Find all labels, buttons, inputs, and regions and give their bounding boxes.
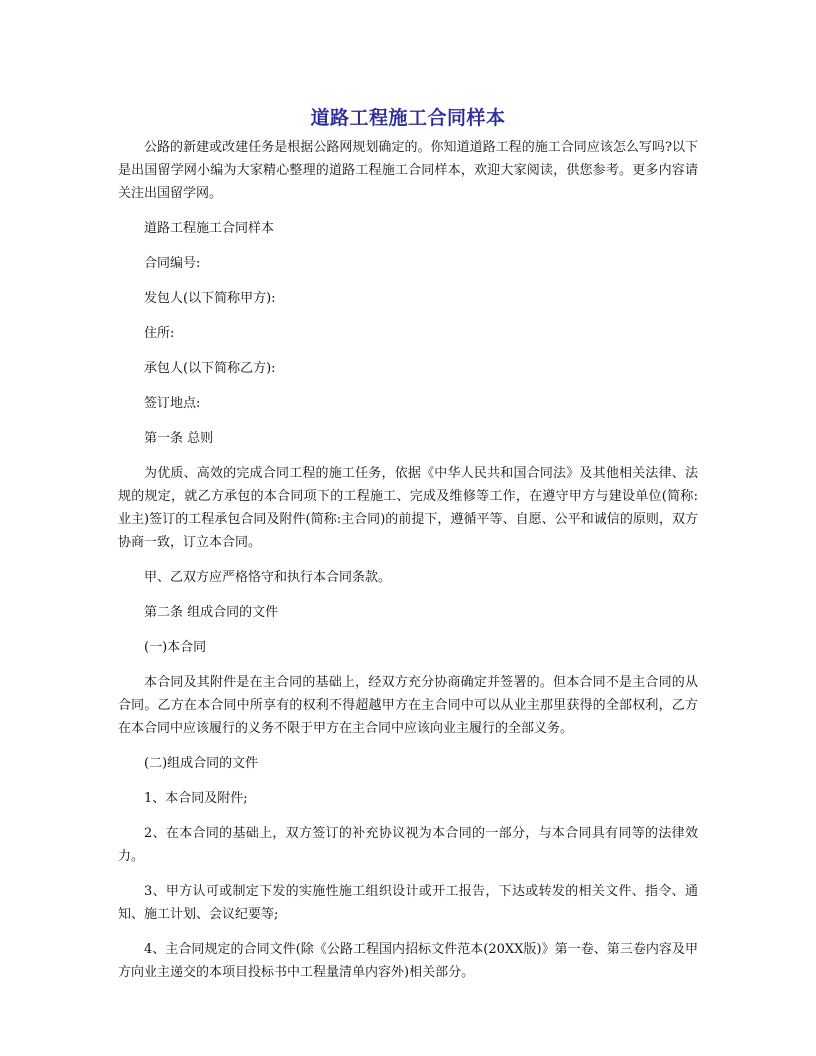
- section-1-paragraph: 本合同及其附件是在主合同的基础上，经双方充分协商确定并签署的。但本合同不是主合同的从合同。乙方在本合同中所享有的权利不得超越甲方在主合同中可以从业主那里获得的全部权利，乙方在本合同中应该履行的义务不限于甲方在主合同中应该向业主履行的全部义务。: [118, 675, 698, 736]
- section-1-heading: (一)本合同: [144, 640, 207, 655]
- list-item-1: 1、本合同及附件;: [144, 791, 248, 806]
- article-1-heading: 第一条 总则: [144, 431, 214, 446]
- contract-number-field: 合同编号:: [144, 256, 201, 271]
- compliance-paragraph: 甲、乙双方应严格恪守和执行本合同条款。: [144, 570, 392, 585]
- party-b-field: 承包人(以下简称乙方):: [144, 361, 276, 376]
- address-field: 住所:: [144, 326, 175, 341]
- section-2-heading: (二)组成合同的文件: [144, 756, 259, 771]
- article-1-paragraph: 为优质、高效的完成合同工程的施工任务，依据《中华人民共和国合同法》及其他相关法律、法规的规定，就乙方承包的本合同项下的工程施工、完成及维修等工作，在遵守甲方与建设单位(简称: 业主)签订的工程承包合同及附件(简称:主合同)的前提下，遵循平等、自愿、公平和诚信的原则，双方协商一致，订立本合同。: [118, 466, 698, 550]
- signing-location-field: 签订地点:: [144, 396, 201, 411]
- article-2-heading: 第二条 组成合同的文件: [144, 605, 279, 620]
- list-item-4: 4、主合同规定的合同文件(除《公路工程国内招标文件范本(20XX版)》第一卷、第三卷内容及甲方向业主递交的本项目投标书中工程量清单内容外)相关部分。: [118, 942, 698, 980]
- document-body: [118, 136, 698, 996]
- document-title: 道路工程施工合同样本: [310, 107, 506, 129]
- party-a-field: 发包人(以下简称甲方):: [144, 291, 276, 306]
- list-item-2: 2、在本合同的基础上，双方签订的补充协议视为本合同的一部分，与本合同具有同等的法律效力。: [118, 826, 698, 864]
- list-item-3: 3、甲方认可或制定下发的实施性施工组织设计或开工报告，下达或转发的相关文件、指令、通知、施工计划、会议纪要等;: [118, 884, 698, 922]
- contract-heading: 道路工程施工合同样本: [144, 221, 275, 236]
- intro-paragraph: 公路的新建或改建任务是根据公路网规划确定的。你知道道路工程的施工合同应该怎么写吗?以下是出国留学网小编为大家精心整理的道路工程施工合同样本，欢迎大家阅读，供您参考。更多内容请关注出国留学网。: [118, 140, 698, 201]
